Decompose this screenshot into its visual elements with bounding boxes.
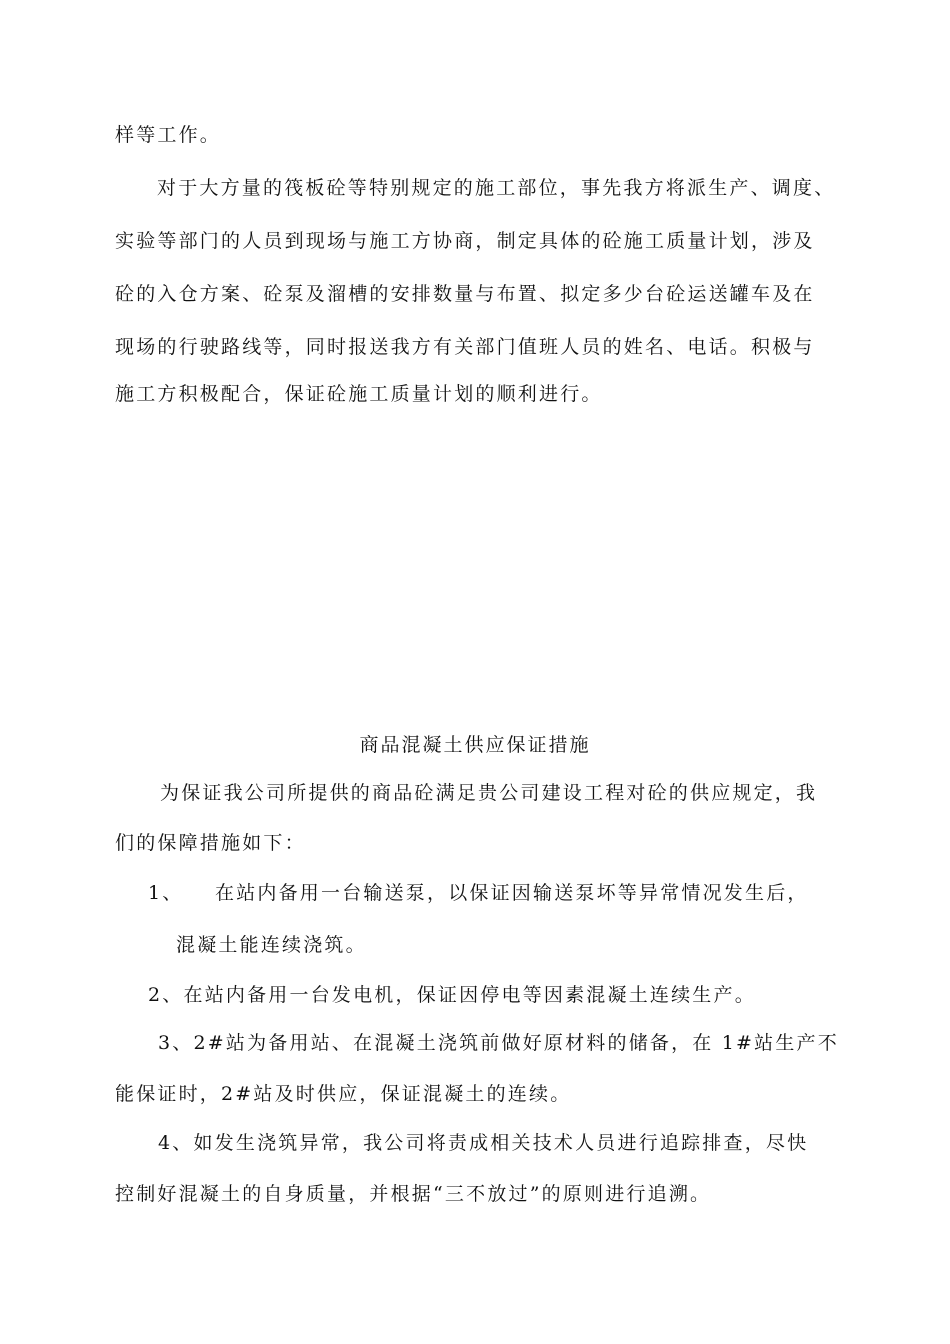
list-item-line: 能保证时，2#站及时供应，保证混凝土的连续。	[115, 1083, 572, 1105]
paragraph-line: 施工方积极配合，保证砼施工质量计划的顺利进行。	[115, 383, 603, 405]
section-title: 商品混凝土供应保证措施	[359, 734, 591, 756]
list-item-line: 混凝土能连续浇筑。	[176, 934, 367, 956]
list-item-line: 2、在站内备用一台发电机，保证因停电等因素混凝土连续生产。	[148, 984, 756, 1006]
paragraph-line: 样等工作。	[115, 124, 222, 146]
paragraph-line: 现场的行驶路线等，同时报送我方有关部门值班人员的姓名、电话。积极与	[115, 336, 815, 358]
paragraph-line: 为保证我公司所提供的商品砼满足贵公司建设工程对砼的供应规定，我	[160, 782, 818, 804]
paragraph-line: 们的保障措施如下：	[115, 832, 306, 854]
list-item-line: 3、2#站为备用站、在混凝土浇筑前做好原材料的储备，在 1#站生产不	[158, 1032, 839, 1054]
paragraph-line: 砼的入仓方案、砼泵及溜槽的安排数量与布置、拟定多少台砼运送罐车及在	[115, 283, 815, 305]
list-item-line: 4、如发生浇筑异常，我公司将责成相关技术人员进行追踪排查，尽快	[158, 1132, 809, 1154]
list-item-number: 1、	[148, 882, 184, 904]
list-item-line: 控制好混凝土的自身质量，并根据“三不放过”的原则进行追溯。	[115, 1183, 712, 1205]
paragraph-line: 实验等部门的人员到现场与施工方协商，制定具体的砼施工质量计划，涉及	[115, 230, 815, 252]
list-item-line: 在站内备用一台输送泵，以保证因输送泵坏等异常情况发生后，	[215, 882, 809, 904]
paragraph-line: 对于大方量的筏板砼等特别规定的施工部位，事先我方将派生产、调度、	[157, 177, 836, 199]
